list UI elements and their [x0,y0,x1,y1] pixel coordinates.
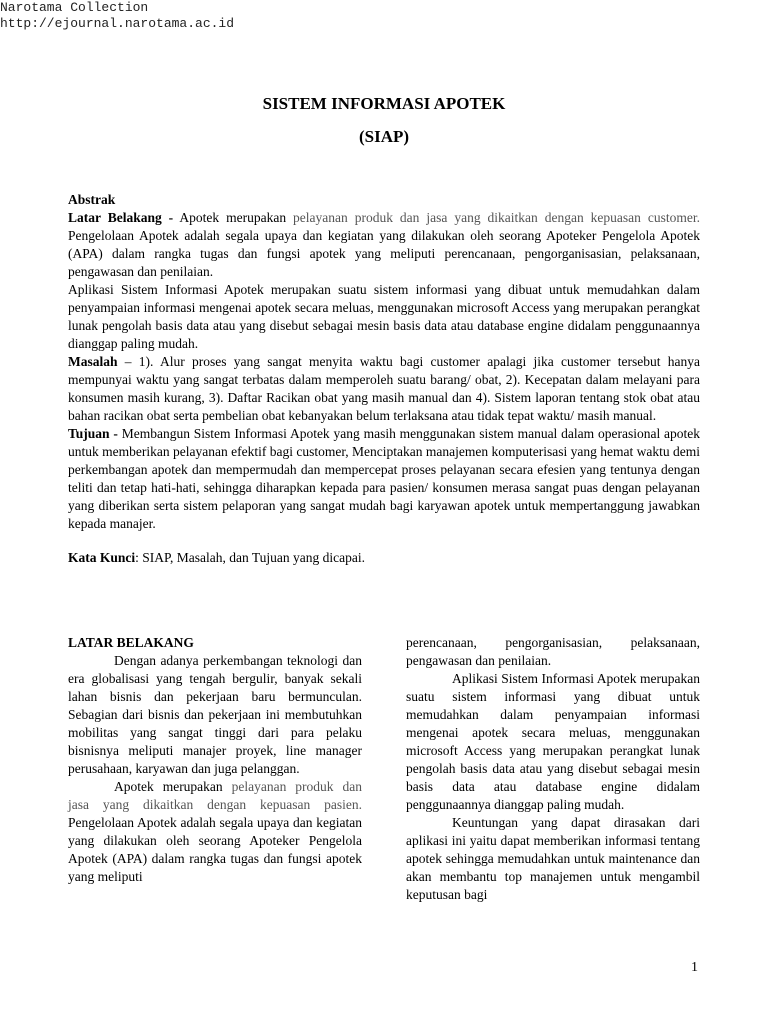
keywords-label: Kata Kunci [68,550,136,565]
collection-name: Narotama Collection [0,0,149,15]
left-paragraph-2 [68,778,362,886]
masalah-text: – 1). Alur proses yang sangat menyita waktu bagi customer apalagi jika customer tersebut hanya mempunyai waktu yang sangat terbatas dalam memperoleh suatu barang/ obat, 2). Kecepatan dalam melayani para konsumen masih kurang, 3). Daftar Racikan obat yang masih manual dan 4). Sistem laporan tentang stok obat atau bahan racikan obat serta pembelian obat kebanyakan belum terlaksana atau tidak tepat waktu/ masih manual. [68,354,700,423]
abstract-tujuan-paragraph [68,425,700,533]
latar-text-highlight: pelayanan produk dan jasa yang dikaitkan dengan kepuasan customer. [293,210,700,225]
latar-text-a: Apotek merupakan [173,210,294,225]
right-column [406,634,700,904]
left-p2-text-b: Pengelolaan Apotek adalah segala upaya dan kegiatan yang dilakukan oleh seorang Apoteker Pengelola Apotek (APA) dalam rangka tugas dan fungsi apotek yang meliputi [68,815,362,884]
paper-title: SISTEM INFORMASI APOTEK [262,94,506,113]
abstract-section [68,191,700,567]
paper-title-acronym: (SIAP) [358,127,410,146]
right-paragraph-2: Keuntungan yang dapat dirasakan dari aplikasi ini yaitu dapat memberikan informasi tentang apotek sehingga memudahkan untuk maintenance dan akan membantu top manajemen untuk mengambil keputusan bagi [406,815,700,902]
latar-text-b: Pengelolaan Apotek adalah segala upaya dan kegiatan yang dilakukan oleh seorang Apoteker Pengelola Apotek (APA) dalam rangka tugas dan fungsi apotek yang meliputi perencanaan, pengorganisasian, pelaksanaan, pengawasan dan penilaian. [68,228,700,279]
collection-url: http://ejournal.narotama.ac.id [0,16,235,31]
keywords-text: : SIAP, Masalah, dan Tujuan yang dicapai. [135,550,365,565]
left-p2-highlight: pelayanan produk dan jasa yang dikaitkan dengan kepuasan pasien. [68,779,362,812]
right-paragraph-1: Aplikasi Sistem Informasi Apotek merupakan suatu sistem informasi yang dibuat untuk memudahkan dalam penyampaian informasi mengenai apotek secara meluas, menggunakan microsoft Access yang merupakan perangkat lunak pengolah basis data atau yang disebut sebagai mesin basis data atau database engine didalam penggunaannya dianggap paling mudah. [406,671,700,812]
tujuan-text: Membangun Sistem Informasi Apotek yang masih menggunakan sistem manual dalam operasional apotek untuk memberikan pelayanan efektif bagi customer, Menciptakan manajemen komputerisasi yang hemat waktu demi perkembangan apotek dan mempermudah dan mempercepat proses pelayanan secara efesien yang tentunya dengan teliti dan tetap hati-hati, sehingga diharapkan kepada para pasien/ konsumen merasa sangat puas dengan pelayanan yang diberikan serta sistem pelaporan yang sangat mudah bagi karyawan apotek untuk mempertanggung jawabkan kepada manajer. [68,426,701,531]
tujuan-label: Tujuan - [68,426,118,441]
abstract-masalah-paragraph [68,353,700,425]
page-number: 1 [691,960,698,975]
right-paragraph-0: perencanaan, pengorganisasian, pelaksanaan, pengawasan dan penilaian. [406,635,700,668]
keywords-paragraph [68,549,700,567]
collection-header [0,0,234,32]
left-p2-text-a: Apotek merupakan [114,779,232,794]
masalah-label: Masalah [68,354,118,369]
section-heading-latar-belakang: LATAR BELAKANG [68,635,194,650]
latar-label: Latar Belakang - [68,210,174,225]
left-column [68,634,362,886]
abstract-aplikasi-paragraph: Aplikasi Sistem Informasi Apotek merupakan suatu sistem informasi yang dibuat untuk memudahkan dalam penyampaian informasi mengenai apotek secara meluas, menggunakan microsoft Access yang merupakan perangkat lunak pengolah basis data atau yang disebut sebagai mesin basis data atau database engine didalam penggunaannya dianggap paling mudah. [68,282,700,351]
abstract-latar-paragraph [68,209,700,281]
abstract-heading: Abstrak [68,192,116,207]
left-paragraph-1: Dengan adanya perkembangan teknologi dan era globalisasi yang tengah bergulir, banyak sekali lahan bisnis dan pekerjaan baru bermunculan. Sebagian dari bisnis dan pekerjaan ini membutuhkan mobilitas yang sangat tinggi dari para pelaku bisnisnya meliputi manajer proyek, line manager perusahaan, karyawan dan juga pelanggan. [68,653,362,776]
